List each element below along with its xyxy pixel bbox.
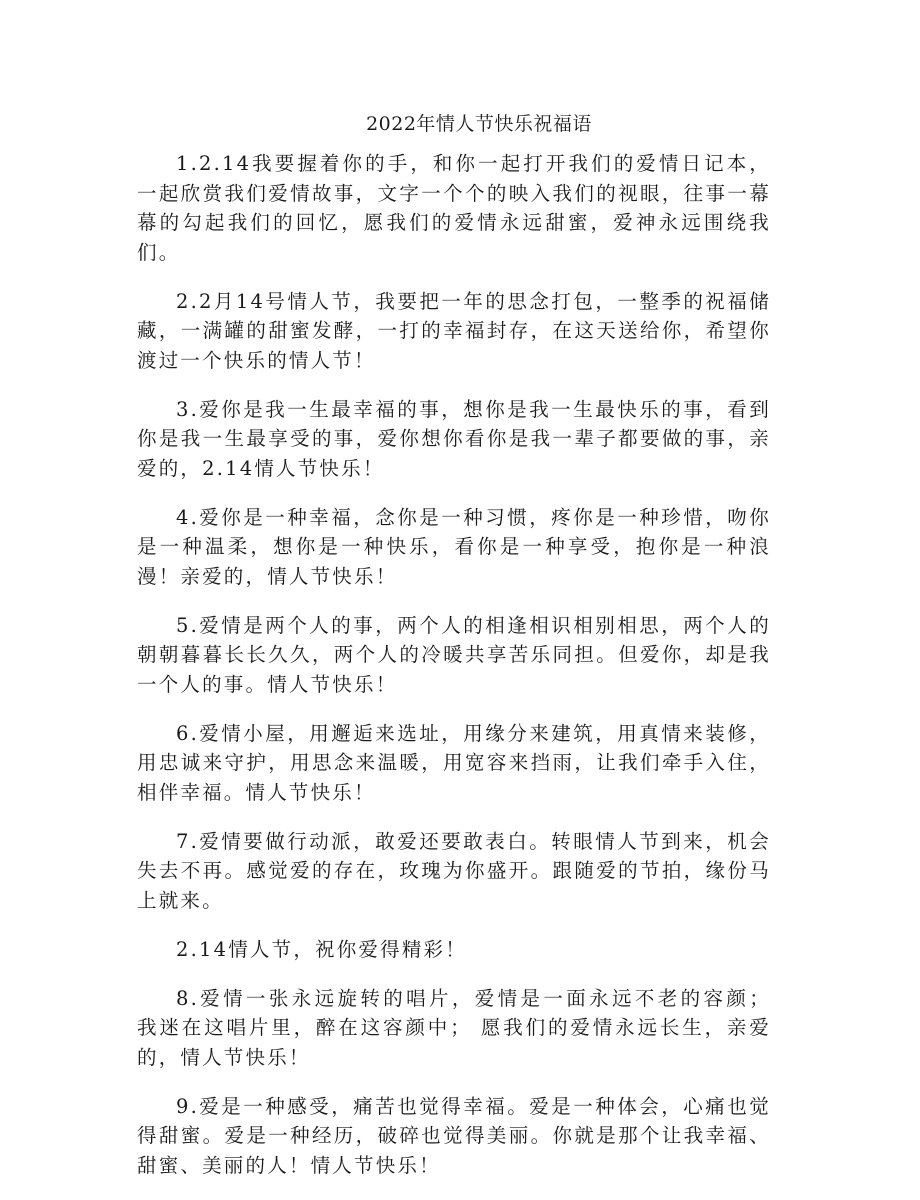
paragraph-5: 5.爱情是两个人的事，两个人的相逢相识相别相思，两个人的朝朝暮暮长长久久，两个人的冷暖共享苦乐同担。但爱你，却是我一个人的事。情人节快乐！ xyxy=(137,613,771,696)
document-page xyxy=(137,110,771,1200)
paragraph-4: 4.爱你是一种幸福，念你是一种习惯，疼你是一种珍惜，吻你是一种温柔，想你是一种快乐，看你是一种享受，抱你是一种浪漫！亲爱的，情人节快乐！ xyxy=(137,505,771,588)
paragraph-2: 2.2月14号情人节，我要把一年的思念打包，一整季的祝福储藏，一满罐的甜蜜发酵，一打的幸福封存，在这天送给你，希望你渡过一个快乐的情人节！ xyxy=(137,289,771,372)
paragraph-6: 6.爱情小屋，用邂逅来选址，用缘分来建筑，用真情来装修，用忠诚来守护，用思念来温暖，用宽容来挡雨，让我们牵手入住，相伴幸福。情人节快乐！ xyxy=(137,721,771,804)
paragraph-1: 1.2.14我要握着你的手，和你一起打开我们的爱情日记本，一起欣赏我们爱情故事，文字一个个的映入我们的视眼，往事一幕幕的勾起我们的回忆，愿我们的爱情永远甜蜜，爱神永远围绕我们。 xyxy=(137,152,771,264)
paragraph-7: 7.爱情要做行动派，敢爱还要敢表白。转眼情人节到来，机会失去不再。感觉爱的存在，玫瑰为你盛开。跟随爱的节拍，缘份马上就来。 xyxy=(137,829,771,912)
paragraph-3: 3.爱你是我一生最幸福的事，想你是我一生最快乐的事，看到你是我一生最享受的事，爱你想你看你是我一辈子都要做的事，亲爱的，2.14情人节快乐！ xyxy=(137,397,771,480)
paragraph-interlude: 2.14情人节，祝你爱得精彩！ xyxy=(176,937,467,961)
document-title: 2022年情人节快乐祝福语 xyxy=(366,113,592,135)
paragraph-8: 8.爱情一张永远旋转的唱片，爱情是一面永远不老的容颜； 我迷在这唱片里，醉在这容颜中； 愿我们的爱情永远长生，亲爱的，情人节快乐！ xyxy=(137,986,771,1069)
paragraph-9: 9.爱是一种感受，痛苦也觉得幸福。爱是一种体会，心痛也觉得甜蜜。爱是一种经历，破碎也觉得美丽。你就是那个让我幸福、甜蜜、美丽的人！情人节快乐！ xyxy=(137,1094,771,1177)
